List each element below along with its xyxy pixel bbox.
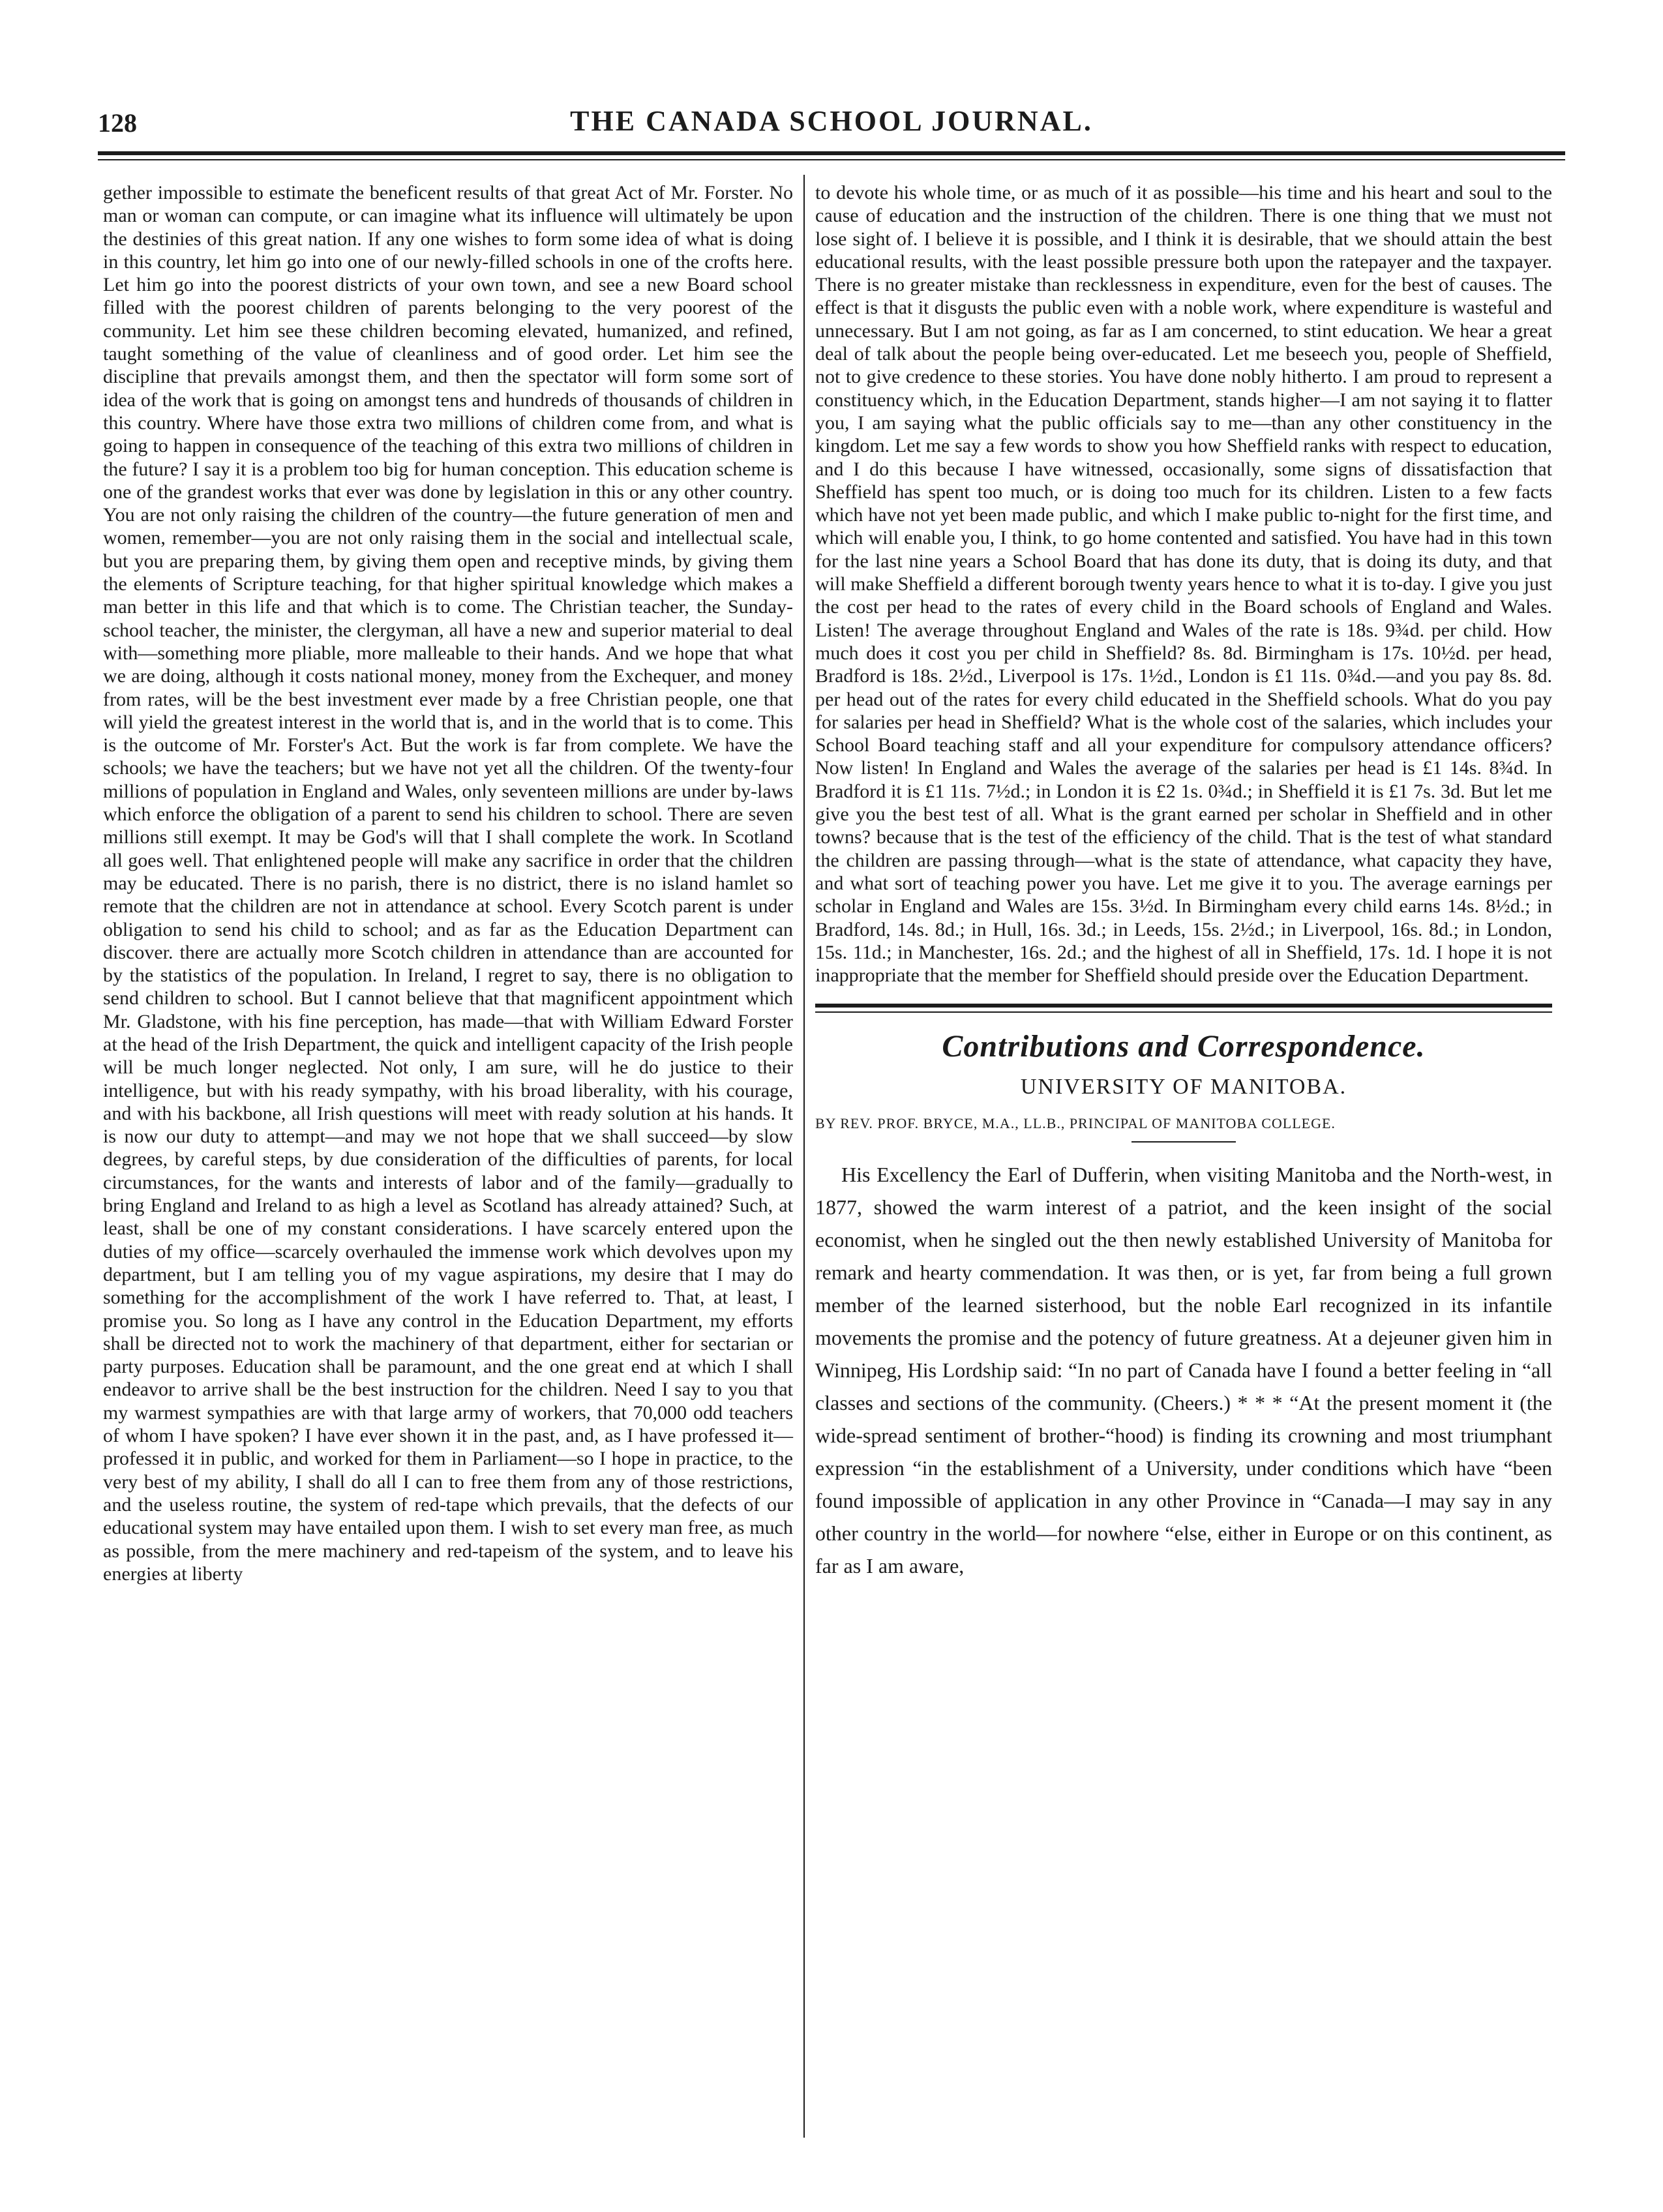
left-column (103, 181, 793, 1585)
article-title: UNIVERSITY OF MANITOBA. (1020, 1075, 1347, 1099)
page-number: 128 (98, 108, 137, 138)
right-column (815, 181, 1552, 1582)
left-column-text: gether impossible to estimate the beneficent results of that great Act of Mr. Forster. No man or woman can compute, or can imagine what its influence will ultimately be upon the destinies of this great nation. If any one wishes to form some idea of what is doing in this country, let him go into one of our newly-filled schools in one of the crofts here. Let him go into the poorest districts of your own town, and see a new Board school filled with the poorest children of parents belonging to the very poorest of the community. Let him see these children becoming elevated, humanized, and refined, taught something of the value of cleanliness and of good order. Let him see the discipline that prevails amongst them, and then the spectator will form some sort of idea of the work that is going on amongst tens and hundreds of thousands of children in this country. Where have those extra two millions of children come from, and what is going to happen in consequence of the teaching of this extra two millions of children in the future? I say it is a problem too big for human conception. This education scheme is one of the grandest works that ever was done by legislation in this or any other country. You are not only raising the children of the country—the future generation of men and women, remember—you are not only raising them in the social and intellectual scale, but you are preparing them, by giving them open and receptive minds, by giving them the elements of Scripture teaching, for that higher spiritual knowledge which makes a man better in this life and that which is to come. The Christian teacher, the Sunday-school teacher, the minister, the clergyman, all have a new and superior material to deal with—something more pliable, more malleable to their hands. And we hope that what we are doing, although it costs national money, money from the Exchequer, and money from rates, will be the best investment ever made by a free Christian people, one that will yield the greatest interest in the world that is, and in the world that is to come. This is the outcome of Mr. Forster's Act. But the work is far from complete. We have the schools; we have the teachers; but we have not yet all the children. Of the twenty-four millions of population in England and Wales, only seventeen millions are under by-laws which enforce the obligation of a parent to send his children to school. There are seven millions still exempt. It may be God's will that I shall complete the work. In Scotland all goes well. That enlightened people will make any sacrifice in order that the children may be educated. There is no parish, there is no district, there is no island hamlet so remote that the children are not in attendance at school. Every Scotch parent is under obligation to send his child to school; and as far as the Education Department can discover. there are actually more Scotch children in attendance than are accounted for by the statistics of the population. In Ireland, I regret to say, there is no obligation to send children to school. But I cannot believe that that magnificent appointment which Mr. Gladstone, with his fine perception, has made—that with William Edward Forster at the head of the Irish Department, the quick and intelligent capacity of the Irish people will be much longer neglected. Not only, I am sure, will he do justice to their intelligence, but with his ready sympathy, with his broad liberality, with his courage, and with his backbone, all Irish questions will meet with ready solution at his hands. It is now our duty to attempt—and may we not hope that we shall succeed—by slow degrees, by careful steps, by due consideration of the difficulties of parents, for local circumstances, for the wants and interests of labor and of the family—gradually to bring England and Ireland to as high a level as Scotland has already attained? Such, at least, shall be one of my constant considerations. I have scarcely entered upon the duties of my office—scarcely overhauled the immense work which devolves upon my department, but I am telling you of my vague aspirations, my desire that I may do something for the accomplishment of the work I have referred to. That, at least, I promise you. So long as I have any control in the Education Department, my efforts shall be directed not to work the machinery of that department, either for sectarian or party purposes. Education shall be paramount, and the one great end at which I shall endeavor to arrive shall be the best instruction for the children. Need I say to you that my warmest sympathies are with that large army of workers, that 70,000 odd teachers of whom I have spoken? I have ever shown it in the past, and, as I have professed it—professed it in public, and worked for them in Parliament—so I hope in practice, to the very best of my ability, I shall do all I can to free them from any of those restrictions, and the useless routine, the system of red-tape which prevails, that the defects of our educational system may have entailed upon them. I wish to set every man free, as much as possible, from the mere machinery and red-tapeism of the system, and to leave his energies at liberty (103, 182, 793, 1585)
article-body: His Excellency the Earl of Dufferin, when visiting Manitoba and the North-west, in 1877, showed the warm interest of a patriot, and the keen insight of the social economist, when he singled out the then newly established University of Manitoba for remark and hearty commendation. It was then, or is yet, far from being a full grown member of the learned sisterhood, but the noble Earl recognized in its infantile movements the promise and the potency of future greatness. At a dejeuner given him in Winnipeg, His Lordship said: “In no part of Canada have I found a better feeling in “all classes and sections of the community. (Cheers.) * * * “At the present moment it (the wide-spread sentiment of brother-“hood) is finding its crowning and most triumphant expression “in the establishment of a University, under conditions which have “been found impossible of application in any other Province in “Canada—I may say in any other country in the world—for nowhere “else, either in Europe or on this continent, as far as I am aware, (815, 1162, 1552, 1577)
section-rule-thick (815, 1004, 1552, 1008)
header-rule-thick (98, 151, 1565, 155)
header-rule-thin (98, 159, 1565, 160)
byline: BY REV. PROF. BRYCE, M.A., LL.B., PRINCIPAL OF MANITOBA COLLEGE. (815, 1114, 1336, 1131)
byline-rule (1131, 1141, 1236, 1143)
right-column-text: to devote his whole time, or as much of it as possible—his time and his heart and soul to the cause of education and the instruction of the children. There is one thing that we must not lose sight of. I believe it is possible, and I think it is desirable, that we should attain the best educational results, with the least possible pressure both upon the ratepayer and the taxpayer. There is no greater mistake than recklessness in expenditure, even for the best of causes. The effect is that it disgusts the public even with a noble work, where expenditure is wasteful and unnecessary. But I am not going, as far as I am concerned, to stint education. We hear a great deal of talk about the people being over-educated. Let me beseech you, people of Sheffield, not to give credence to these stories. You have done nobly hitherto. I am proud to represent a constituency which, in the Education Department, stands higher—I am not saying it to flatter you, I am saying what the public officials say to me—than any other constituency in the kingdom. Let me say a few words to show you how Sheffield ranks with respect to education, and I do this because I have witnessed, occasionally, some signs of dissatisfaction that Sheffield has spent too much, or is doing too much for its children. Listen to a few facts which have not yet been made public, and which I make public to-night for the first time, and which will enable you, I think, to go home contented and satisfied. You have had in this town for the last nine years a School Board that has done its duty, that is doing its duty, and that will make Sheffield a different borough twenty years hence to what it is to-day. I give you just the cost per head to the rates of every child in the Board schools of England and Wales. Listen! The average throughout England and Wales of the rate is 18s. 9¾d. per child. How much does it cost you per child in Sheffield? 8s. 8d. Birmingham is 17s. 10½d. per head, Bradford is 18s. 2½d., Liverpool is 17s. 1½d., London is £1 11s. 0¾d.—and you pay 8s. 8d. per head out of the rates for every child educated in the Sheffield schools. What do you pay for salaries per head in Sheffield? What is the whole cost of the salaries, which includes your School Board teaching staff and all your expenditure for compulsory attendance officers? Now listen! In England and Wales the average of the salaries per head is £1 14s. 8¾d. In Bradford it is £1 11s. 7½d.; in London it is £2 1s. 0¾d.; in Sheffield it is £1 7s. 3d. But let me give you the best test of all. What is the grant earned per scholar in Sheffield and in other towns? because that is the test of the efficiency of the child. That is the test of what standard the children are passing through—what is the state of attendance, what capacity they have, and what sort of teaching power you have. Let me give it to you. The average earnings per scholar in England and Wales are 15s. 3½d. In Birmingham every child earns 14s. 8½d.; in Bradford, 14s. 8d.; in Hull, 16s. 3d.; in Leeds, 15s. 2½d.; in Liverpool, 16s. 8d.; in London, 15s. 11d.; in Manchester, 16s. 2d.; and the highest of all in Sheffield, 17s. 1d. I hope it is not inappropriate that the member for Sheffield should preside over the Education Department. (815, 182, 1552, 987)
column-divider (803, 175, 805, 2138)
section-heading: Contributions and Correspondence. (942, 1029, 1426, 1064)
section-rule-thin (815, 1011, 1552, 1013)
journal-title: THE CANADA SCHOOL JOURNAL. (570, 105, 1093, 137)
